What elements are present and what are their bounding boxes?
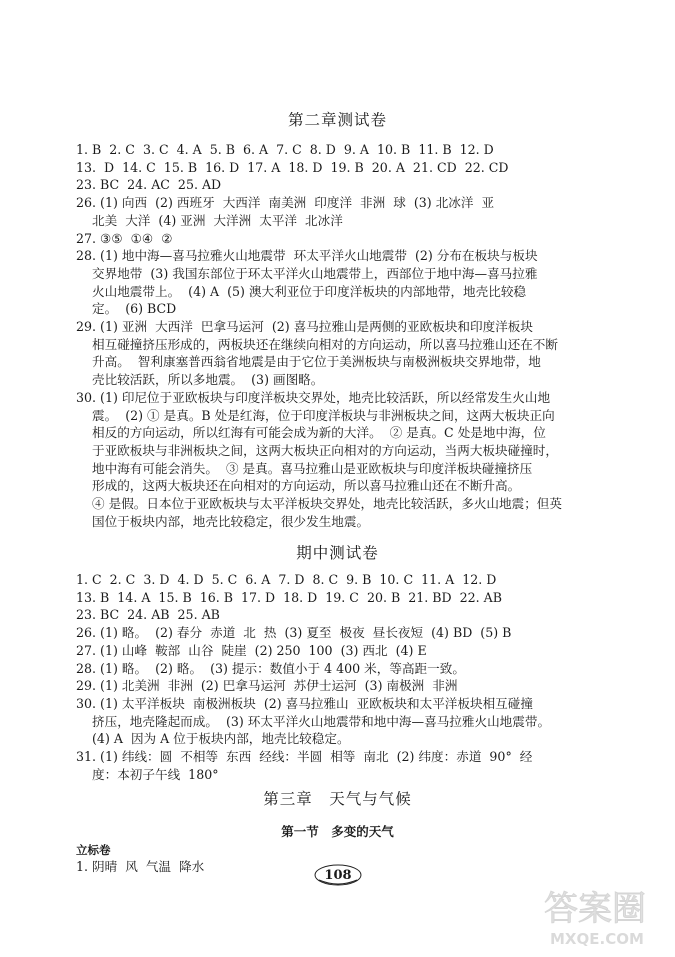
watermark-url: MXQE.COM: [550, 930, 644, 948]
answer-line: 升高。 智利康塞普西翁省地震是由于它位于美洲板块与南极洲板块交界地带，地: [76, 354, 541, 370]
answer-line: 28. (1) 略。 (2) 略。 (3) 提示：数值小于 4 400 米，等高距一致。: [76, 660, 465, 676]
answer-line: (4) A 因为 A 位于板块内部，地壳比较稳定。: [76, 731, 350, 747]
answer-line: 震。 (2) ① 是真。B 处是红海，位于印度洋板块与非洲板块之间，这两大板块正向: [76, 407, 555, 423]
answer-line: 26. (1) 向西 (2) 西班牙 大西洋 南美洲 印度洋 非洲 球 (3) 北冰洋 亚: [76, 195, 495, 211]
answer-line: 29. (1) 亚洲 大西洋 巴拿马运河 (2) 喜马拉雅山是两侧的亚欧板块和印度洋板块: [76, 319, 533, 334]
page-number: 108: [313, 863, 363, 887]
answer-line: 23. BC 24. AB 25. AB: [76, 607, 220, 623]
answer-line: 火山地震带上。 (4) A (5) 澳大利亚位于印度洋板块的内部地带，地壳比较稳: [76, 283, 527, 299]
answer-line: 13. B 14. A 15. B 16. B 17. D 18. D 19. C 20. B 21. BD 22. AB: [76, 589, 503, 605]
answer-line: 13. D 14. C 15. B 16. D 17. A 18. D 19. B 20. A 21. CD 22. CD: [76, 159, 509, 175]
section1-title: 第一节 多变的天气: [281, 824, 394, 839]
answer-line: 30. (1) 印尼位于亚欧板块与印度洋板块交界处，地壳比较活跃，所以经常发生火山地: [76, 389, 551, 405]
answer-line: 度：本初子午线 180°: [76, 766, 219, 782]
answer-line: 形成的，这两大板块还在向相对的方向运动，所以喜马拉雅山还在不断升高。: [76, 478, 521, 494]
answer-line: 定。 (6) BCD: [76, 301, 177, 317]
answer-line: 1. 阴晴 风 气温 降水: [76, 859, 205, 874]
answer-line: 交界地带 (3) 我国东部位于环太平洋火山地震带上，西部位于地中海—喜马拉雅: [76, 265, 538, 281]
answer-line: 23. BC 24. AC 25. AD: [76, 177, 222, 193]
answer-line: 1. C 2. C 3. D 4. D 5. C 6. A 7. D 8. C 9. B 10. C 11. A 12. D: [76, 572, 497, 587]
answer-line: 31. (1) 纬线：圆 不相等 东西 经线：半圆 相等 南北 (2) 纬度：赤道 90° 经: [76, 749, 533, 764]
answer-line: 相反的方向运动，所以红海有可能会成为新的大洋。 ② 是真。C 处是地中海，位: [76, 425, 546, 441]
answer-line: 28. (1) 地中海—喜马拉雅火山地震带 环太平洋火山地震带 (2) 分布在板块与板块: [76, 248, 538, 264]
answer-line: 地中海有可能会消失。 ③ 是真。喜马拉雅山是亚欧板块与印度洋板块碰撞挤压: [76, 460, 533, 476]
answer-line: 29. (1) 北美洲 非洲 (2) 巴拿马运河 苏伊士运河 (3) 南极洲 非洲: [76, 678, 458, 694]
answer-line: 北美 大洋 (4) 亚洲 大洋洲 太平洋 北冰洋: [76, 212, 343, 228]
answer-line: ④ 是假。日本位于亚欧板块与太平洋板块交界处，地壳比较活跃，多火山地震；但英: [76, 496, 562, 511]
watermark-logo: [538, 878, 668, 950]
answer-line: 壳比较活跃，所以多地震。 (3) 画图略。: [76, 372, 324, 388]
answer-line: 27. (1) 山峰 鞍部 山谷 陡崖 (2) 250 100 (3) 西北 (4) E: [76, 642, 427, 658]
answer-line: 30. (1) 太平洋板块 南极洲板块 (2) 喜马拉雅山 亚欧板块和太平洋板块相互碰撞: [76, 695, 533, 711]
answer-line: 国位于板块内部，地壳比较稳定，很少发生地震。: [76, 513, 370, 529]
answer-line: 27. ③⑤ ①④ ②: [76, 230, 173, 246]
answer-line: 26. (1) 略。 (2) 春分 赤道 北 热 (3) 夏至 极夜 昼长夜短 (4) BD (5) B: [76, 625, 512, 641]
answer-line: 相互碰撞挤压形成的，两板块还在继续向相对的方向运动，所以喜马拉雅山还在不断: [76, 336, 558, 352]
midterm-test-title: 期中测试卷: [296, 544, 379, 562]
chapter3-title: 第三章 天气与气候: [263, 790, 412, 808]
answer-line: 挤压，地壳隆起而成。 (3) 环太平洋火山地震带和地中海—喜马拉雅火山地震带。: [76, 713, 551, 729]
standard-test-label: 立标卷: [76, 843, 111, 857]
watermark-text: 答案圈: [544, 889, 646, 929]
answer-line: 于亚欧板块与非洲板块之间，这两大板块正向相对的方向运动，当两大板块碰撞时，: [76, 442, 558, 458]
watermark-icon: [538, 878, 668, 950]
chapter2-test-title: 第二章测试卷: [287, 111, 387, 129]
answer-line: 1. B 2. C 3. C 4. A 5. B 6. A 7. C 8. D 9. A 10. B 11. B 12. D: [76, 142, 494, 157]
